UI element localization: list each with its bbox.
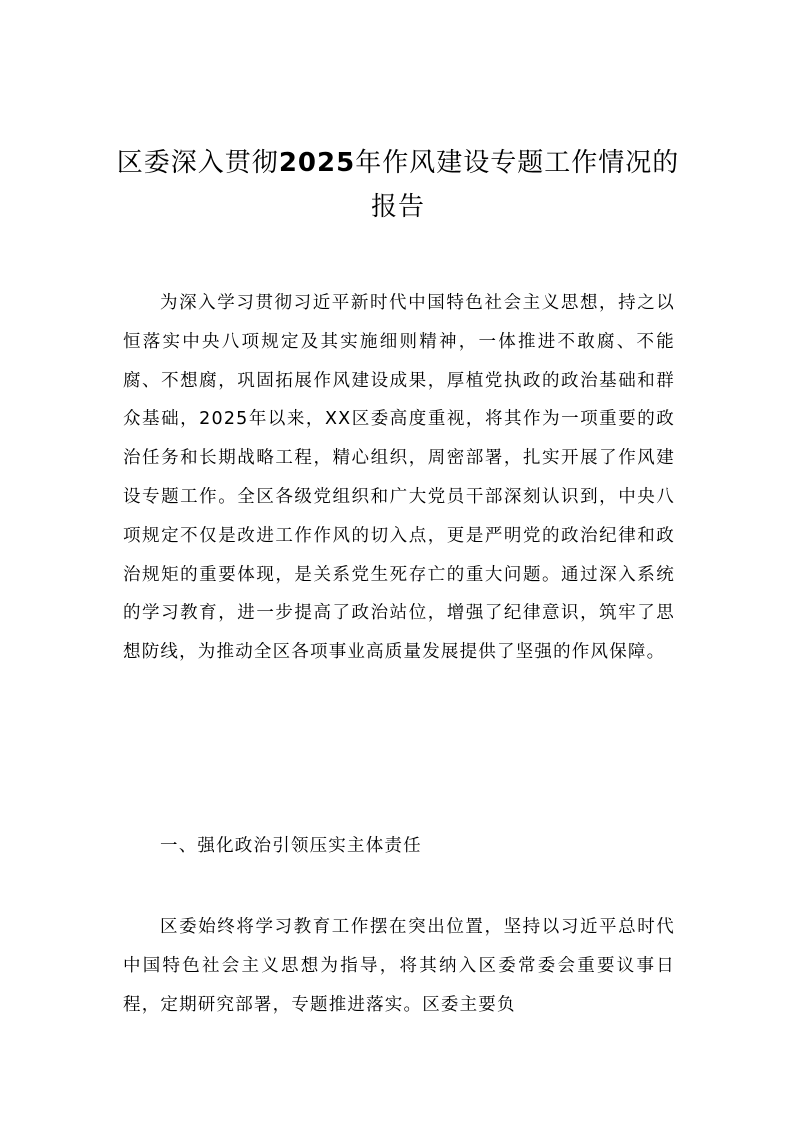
title-part2: 年作风建设专题工作情况的报告 bbox=[355, 148, 680, 223]
section-heading-1: 一、强化政治引领压实主体责任 bbox=[160, 836, 422, 856]
title-part1: 区委深入贯彻 bbox=[116, 148, 279, 179]
paragraph-section1: 区委始终将学习教育工作摆在突出位置，坚持以习近平总时代中国特色社会主义思想为指导，将其纳入区委常委会重要议事日程，定期研究部署，专题推进落实。区委主要负 bbox=[123, 917, 675, 1015]
document-title bbox=[108, 141, 688, 229]
paragraph-intro: 为深入学习贯彻习近平新时代中国特色社会主义思想，持之以恒落实中央八项规定及其实施细则精神，一体推进不敢腐、不能腐、不想腐，巩固拓展作风建设成果，厚植党执政的政治基础和群众基础，2025年以来，XX区委高度重视，将其作为一项重要的政治任务和长期战略工程，精心组织，周密部署，扎实开展了作风建设专题工作。全区各级党组织和广大党员干部深刻认识到，中央八项规定不仅是改进工作作风的切入点，更是严明党的政治纪律和政治规矩的重要体现，是关系党生死存亡的重大问题。通过深入系统的学习教育，进一步提高了政治站位，增强了纪律意识，筑牢了思想防线，为推动全区各项事业高质量发展提供了坚强的作风保障。 bbox=[123, 293, 675, 663]
title-year: 2025 bbox=[278, 148, 356, 179]
